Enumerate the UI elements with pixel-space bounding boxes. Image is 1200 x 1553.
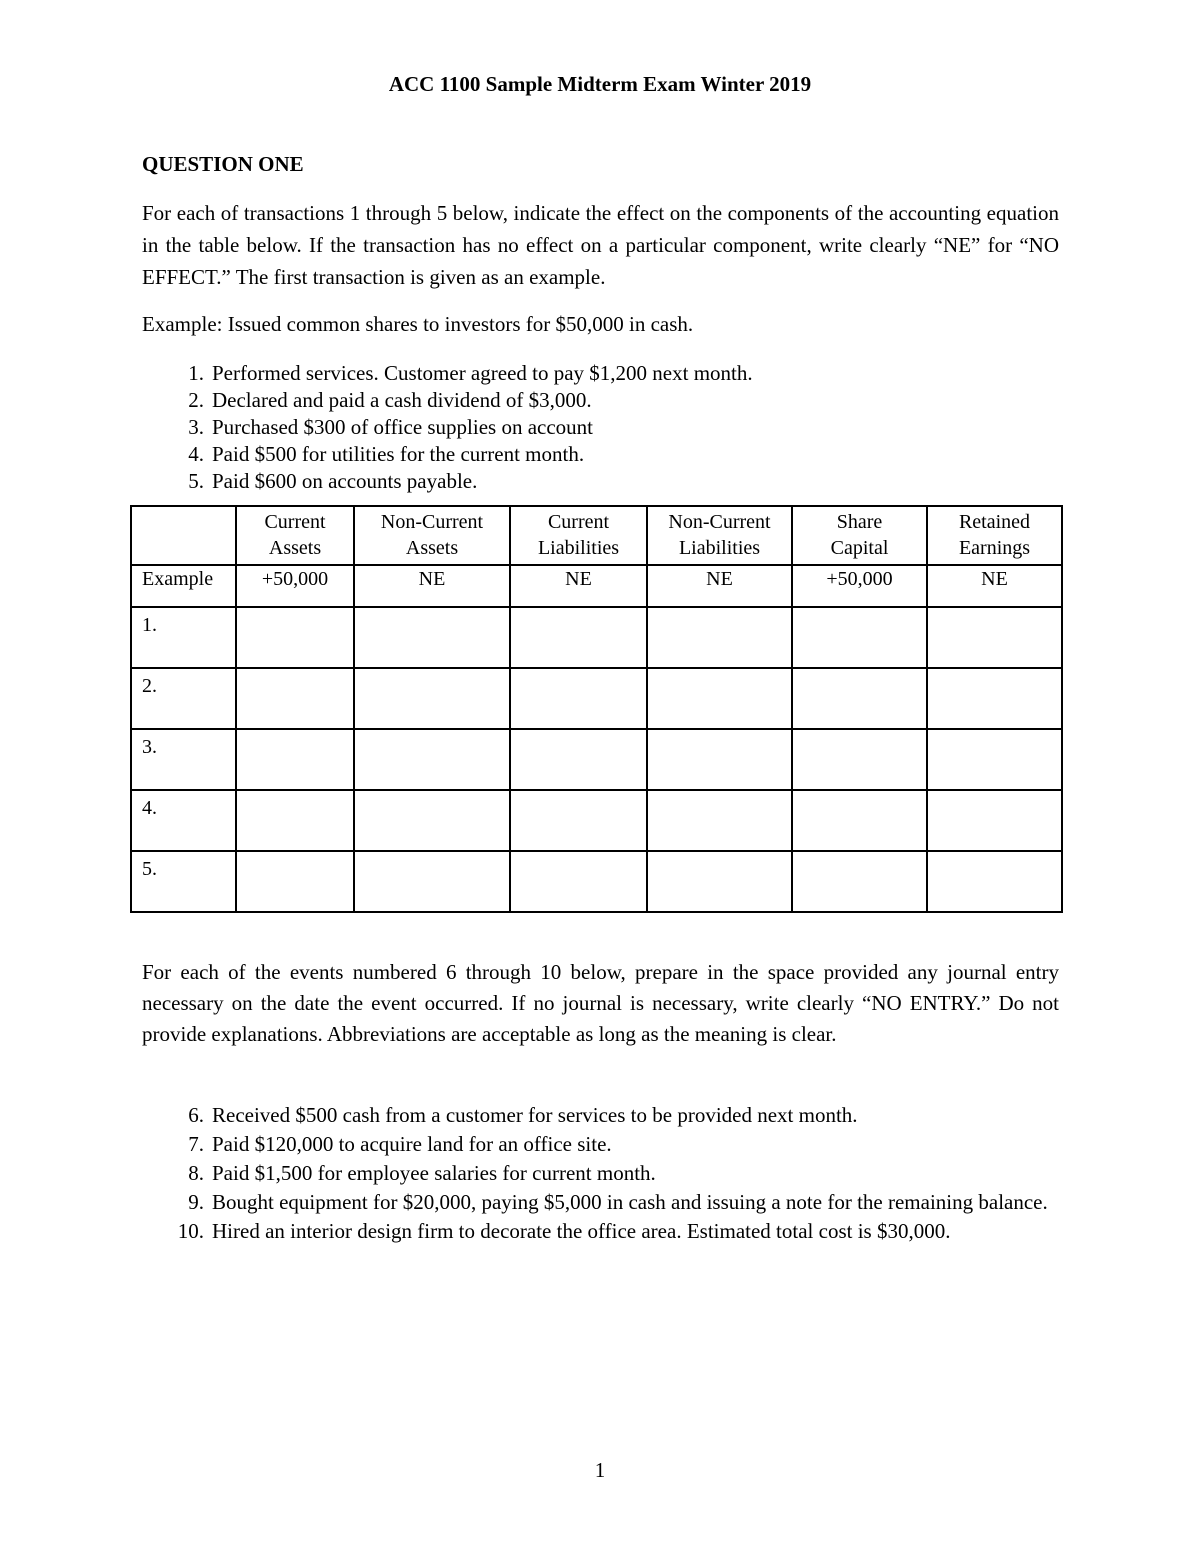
accounting-equation-table (130, 505, 1063, 913)
answer-cell[interactable] (236, 729, 354, 790)
item-number: 2. (188, 388, 204, 412)
answer-cell[interactable] (792, 668, 927, 729)
answer-cell[interactable] (647, 851, 792, 912)
list-item (142, 1217, 1059, 1246)
item-text: Paid $500 for utilities for the current month. (212, 442, 585, 466)
answer-cell[interactable] (792, 790, 927, 851)
answer-cell[interactable] (510, 851, 647, 912)
list-item (142, 441, 1059, 468)
answer-cell[interactable] (236, 668, 354, 729)
answer-cell[interactable] (354, 729, 510, 790)
answer-cell[interactable] (236, 851, 354, 912)
row-label: 2. (131, 668, 236, 729)
table-cell: NE (354, 565, 510, 607)
item-text: Performed services. Customer agreed to pay $1,200 next month. (212, 361, 753, 385)
table-row-example (131, 565, 1062, 607)
item-text: Received $500 cash from a customer for services to be provided next month. (212, 1103, 858, 1127)
item-number: 10. (177, 1219, 204, 1243)
header-cell: Current Liabilities (510, 506, 647, 565)
answer-cell[interactable] (792, 851, 927, 912)
header-cell: Non-Current Liabilities (647, 506, 792, 565)
table-cell: NE (647, 565, 792, 607)
answer-cell[interactable] (510, 790, 647, 851)
item-number: 4. (188, 442, 204, 466)
table-cell: +50,000 (792, 565, 927, 607)
table-cell: +50,000 (236, 565, 354, 607)
answer-cell[interactable] (927, 729, 1062, 790)
row-label: 5. (131, 851, 236, 912)
question-intro: For each of transactions 1 through 5 below, indicate the effect on the components of the accounting equation in the table below. If the transaction has no effect on a particular component, write clearly “NE” for “NO EFFECT.” The first transaction is given as an example. (142, 201, 1059, 289)
events-intro: For each of the events numbered 6 through 10 below, prepare in the space provided any journal entry necessary on the date the event occurred. If no journal is necessary, write clearly “NO ENTRY.” Do not provide explanations. Abbreviations are acceptable as long as the meaning is clear. (142, 960, 1059, 1046)
item-number: 7. (188, 1132, 204, 1156)
item-number: 5. (188, 469, 204, 493)
header-cell: Retained Earnings (927, 506, 1062, 565)
transaction-list (142, 360, 1059, 495)
item-text: Hired an interior design firm to decorate the office area. Estimated total cost is $30,000. (212, 1219, 951, 1243)
list-item (142, 468, 1059, 495)
header-cell: Current Assets (236, 506, 354, 565)
answer-cell[interactable] (927, 851, 1062, 912)
answer-cell[interactable] (236, 790, 354, 851)
event-list (142, 1101, 1059, 1246)
item-number: 6. (188, 1103, 204, 1127)
table-header-row (131, 506, 1062, 565)
list-item (142, 360, 1059, 387)
row-label: 4. (131, 790, 236, 851)
item-number: 9. (188, 1190, 204, 1214)
table-cell: NE (927, 565, 1062, 607)
answer-cell[interactable] (354, 790, 510, 851)
header-cell-empty (131, 506, 236, 565)
item-number: 8. (188, 1161, 204, 1185)
page-number: 1 (594, 1458, 606, 1482)
row-label: 3. (131, 729, 236, 790)
table-row (131, 790, 1062, 851)
list-item (142, 1159, 1059, 1188)
answer-cell[interactable] (510, 729, 647, 790)
table-row (131, 668, 1062, 729)
header-cell: Share Capital (792, 506, 927, 565)
row-label: Example (131, 565, 236, 607)
item-text: Purchased $300 of office supplies on account (212, 415, 594, 439)
answer-cell[interactable] (236, 607, 354, 668)
answer-cell[interactable] (354, 607, 510, 668)
table-row (131, 729, 1062, 790)
answer-cell[interactable] (510, 668, 647, 729)
row-label: 1. (131, 607, 236, 668)
item-text: Bought equipment for $20,000, paying $5,000 in cash and issuing a note for the remaining balance. (212, 1190, 1048, 1214)
page-title: ACC 1100 Sample Midterm Exam Winter 2019 (388, 72, 812, 96)
item-number: 3. (188, 415, 204, 439)
item-text: Paid $120,000 to acquire land for an office site. (212, 1132, 612, 1156)
example-transaction: Example: Issued common shares to investors for $50,000 in cash. (142, 312, 694, 336)
answer-cell[interactable] (792, 729, 927, 790)
answer-cell[interactable] (647, 729, 792, 790)
item-text: Declared and paid a cash dividend of $3,000. (212, 388, 592, 412)
answer-cell[interactable] (510, 607, 647, 668)
answer-cell[interactable] (927, 790, 1062, 851)
list-item (142, 1101, 1059, 1130)
answer-cell[interactable] (647, 607, 792, 668)
answer-cell[interactable] (354, 668, 510, 729)
answer-cell[interactable] (927, 668, 1062, 729)
item-number: 1. (188, 361, 204, 385)
item-text: Paid $1,500 for employee salaries for current month. (212, 1161, 656, 1185)
table-cell: NE (510, 565, 647, 607)
list-item (142, 414, 1059, 441)
answer-cell[interactable] (647, 790, 792, 851)
header-cell: Non-Current Assets (354, 506, 510, 565)
answer-cell[interactable] (354, 851, 510, 912)
question-heading: QUESTION ONE (142, 152, 304, 176)
table-row (131, 851, 1062, 912)
answer-cell[interactable] (927, 607, 1062, 668)
item-text: Paid $600 on accounts payable. (212, 469, 478, 493)
list-item (142, 387, 1059, 414)
answer-cell[interactable] (647, 668, 792, 729)
list-item (142, 1188, 1059, 1217)
list-item (142, 1130, 1059, 1159)
table-row (131, 607, 1062, 668)
answer-cell[interactable] (792, 607, 927, 668)
